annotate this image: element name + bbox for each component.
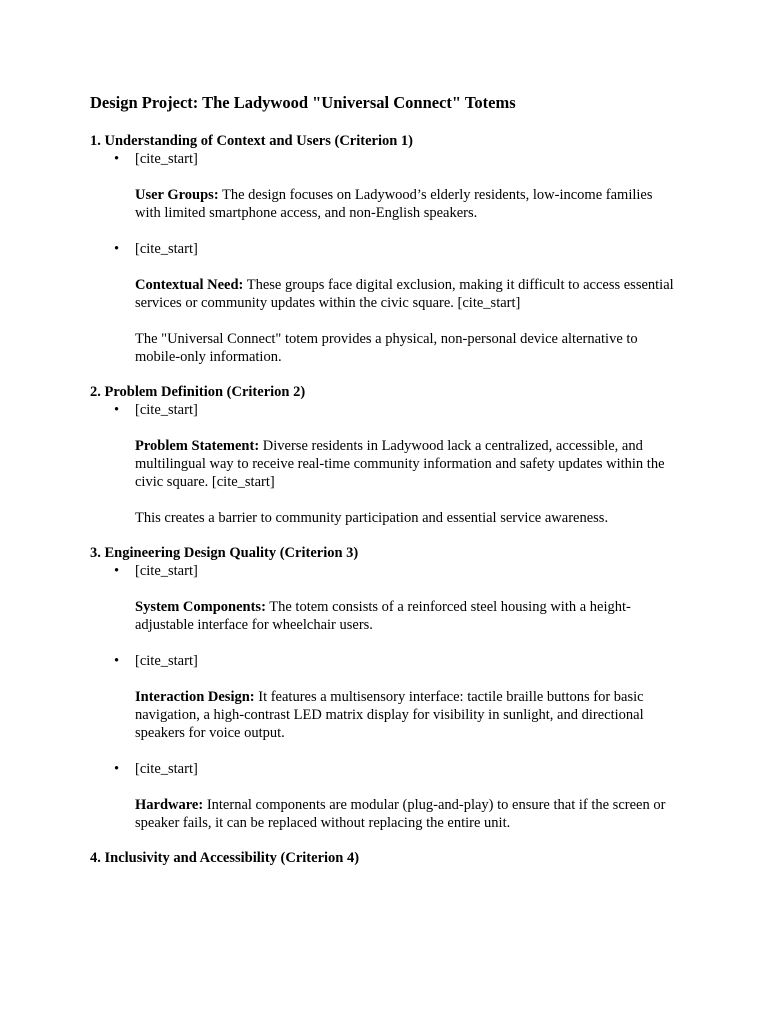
section-problem-definition: [90, 383, 678, 527]
item-label: System Components:: [135, 599, 266, 615]
list-item: [90, 150, 678, 222]
list-item: [90, 652, 678, 742]
section-inclusivity: [90, 849, 678, 867]
list-item-extra: The "Universal Connect" totem provides a physical, non-personal device alternative to mobile-only information.: [135, 331, 638, 365]
list-item: [90, 240, 678, 366]
item-text: Diverse residents in Ladywood lack a centralized, accessible, and multilingual way to receive real-time community information and safety updates within the civic square. [cite_start]: [135, 438, 665, 490]
list-item: [90, 401, 678, 527]
item-text: These groups face digital exclusion, making it difficult to access essential services or community updates within the civic square. [cite_start]: [135, 277, 674, 311]
list-item-body: [135, 598, 678, 634]
list-item-body: [135, 796, 678, 832]
bullet-list: [90, 401, 678, 527]
cite-marker: [cite_start]: [135, 402, 198, 418]
list-item: [90, 562, 678, 634]
section-heading: 4. Inclusivity and Accessibility (Criterion 4): [90, 850, 360, 866]
cite-marker: [cite_start]: [135, 241, 198, 257]
section-context-users: [90, 132, 678, 366]
cite-marker: [cite_start]: [135, 151, 198, 167]
item-label: Interaction Design:: [135, 689, 255, 705]
bullet-list: [90, 150, 678, 366]
list-item-body: [135, 688, 678, 742]
list-item-body: [135, 437, 678, 491]
section-heading: 3. Engineering Design Quality (Criterion 3): [90, 545, 359, 561]
item-text: The design focuses on Ladywood’s elderly residents, low-income families with limited smartphone access, and non-English speakers.: [135, 187, 653, 221]
item-label: Contextual Need:: [135, 277, 244, 293]
section-engineering-design: [90, 544, 678, 832]
bullet-icon: •: [114, 653, 120, 669]
cite-marker: [cite_start]: [135, 653, 198, 669]
bullet-icon: •: [114, 402, 120, 418]
cite-marker: [cite_start]: [135, 761, 198, 777]
item-label: User Groups:: [135, 187, 219, 203]
list-item: [90, 760, 678, 832]
bullet-list: [90, 562, 678, 832]
item-text: Internal components are modular (plug-and-play) to ensure that if the screen or speaker fails, it can be replaced without replacing the entire unit.: [135, 797, 666, 831]
item-label: Hardware:: [135, 797, 204, 813]
bullet-icon: •: [114, 241, 120, 257]
item-label: Problem Statement:: [135, 438, 260, 454]
section-heading: 2. Problem Definition (Criterion 2): [90, 384, 306, 400]
document-title: Design Project: The Ladywood "Universal Connect" Totems: [90, 93, 516, 112]
item-text: The totem consists of a reinforced steel housing with a height-adjustable interface for wheelchair users.: [135, 599, 631, 633]
list-item-extra: This creates a barrier to community participation and essential service awareness.: [135, 510, 609, 526]
bullet-icon: •: [114, 563, 120, 579]
list-item-body: [135, 186, 678, 222]
section-heading: 1. Understanding of Context and Users (Criterion 1): [90, 133, 414, 149]
list-item-body: [135, 276, 678, 312]
item-text: It features a multisensory interface: tactile braille buttons for basic navigation, a high-contrast LED matrix display for visibility in sunlight, and directional speakers for voice output.: [135, 689, 644, 741]
bullet-icon: •: [114, 761, 120, 777]
cite-marker: [cite_start]: [135, 563, 198, 579]
bullet-icon: •: [114, 151, 120, 167]
